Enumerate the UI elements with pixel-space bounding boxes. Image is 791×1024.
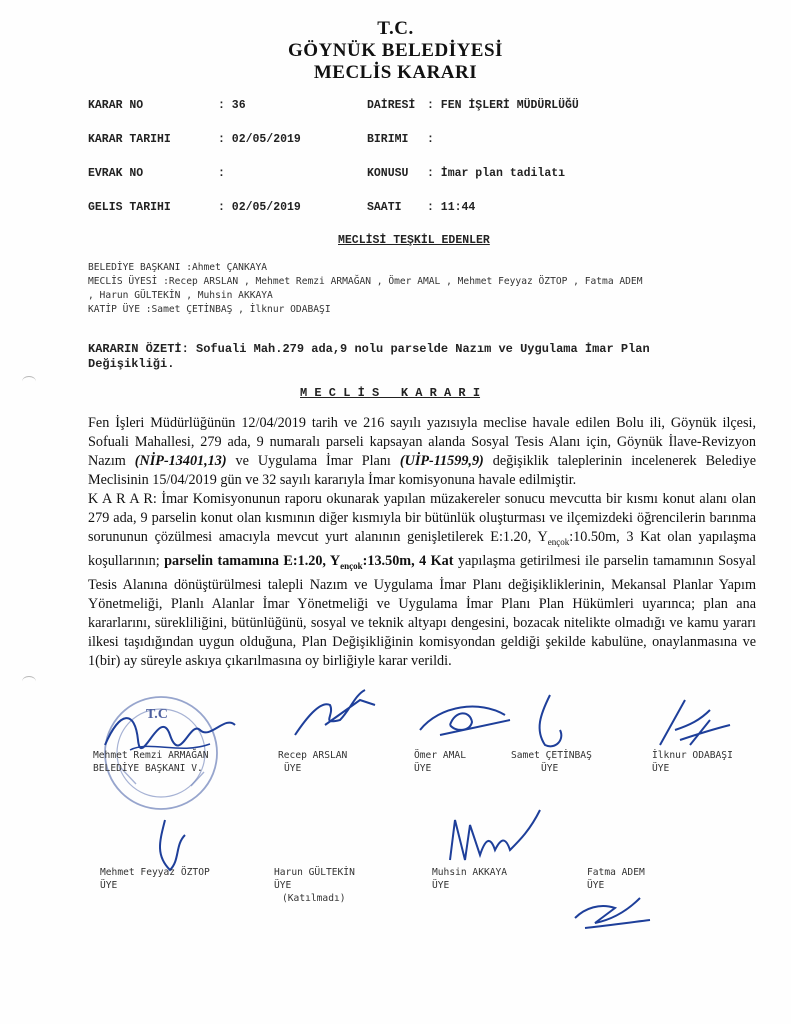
ozet-line2: Değişikliği.	[88, 357, 175, 371]
body-text: değişiklik taleplerinin incelenerek Belediye Meclisinin 15/04/2019 gün ve 32 sayılı kararıyla İmar komisyonuna havale edilmiştir.	[88, 453, 756, 488]
sig-odabasi-name: İlknur ODABAŞI	[652, 750, 733, 761]
saati-label: SAATI	[367, 201, 402, 214]
body-paragraph-2	[88, 490, 756, 671]
signature-amal	[410, 690, 520, 750]
karar-no-label: KARAR NO	[88, 99, 144, 112]
karar-no-value: : 36	[218, 99, 246, 112]
dairesi-label: DAİRESİ	[367, 99, 416, 112]
birimi-label: BIRIMI	[367, 133, 409, 146]
karar-section-title: M E C L İ S K A R A R I	[300, 386, 481, 400]
sig-amal	[414, 749, 466, 775]
punch-mark	[22, 676, 36, 687]
konusu-value: : İmar plan tadilatı	[427, 167, 566, 180]
body-text: :10.50m, 3 Kat olan yapılaşma koşullarının;	[88, 529, 756, 569]
signature-akkaya	[440, 800, 550, 870]
sig-armagan	[93, 749, 209, 775]
sig-akkaya-role: ÜYE	[432, 880, 450, 891]
header-title: MECLİS KARARI	[313, 62, 478, 83]
signature-arslan	[290, 680, 380, 750]
sig-amal-name: Ömer AMAL	[414, 750, 466, 761]
subscript: ençok	[340, 560, 363, 571]
body-bold: parselin tamamına E:1.20, Y	[164, 552, 341, 569]
sig-akkaya-name: Muhsin AKKAYA	[432, 867, 508, 878]
sig-gultekin	[274, 866, 355, 905]
sig-arslan	[278, 749, 347, 775]
ozet-line1	[88, 342, 650, 356]
body-text: K A R A R: İmar Komisyonunun raporu okunarak yapılan müzakereler sonucu mevcutta bir kısmı konut alanı olan 279 ada, 9 parselin konut olan kısmının diğer kısmıyla bir bütünlük oluşturması ve ilçemizdeki öğrencilerin barınma sorununun çözülmesi amacıyla mevcut yurt alanının genişletilerek E:1.20, Y	[88, 491, 756, 545]
sig-odabasi	[652, 749, 733, 775]
sig-cetinbas-role: ÜYE	[541, 763, 559, 774]
sig-odabasi-role: ÜYE	[652, 763, 670, 774]
konusu-label: KONUSU	[367, 167, 409, 180]
teskil-uyeler: MECLİS ÜYESİ :Recep ARSLAN , Mehmet Remzi ARMAĞAN , Ömer AMAL , Mehmet Feyyaz ÖZTOP , Fatma ADEM	[88, 276, 643, 287]
punch-mark	[22, 376, 36, 387]
sig-arslan-name: Recep ARSLAN	[278, 750, 348, 761]
karar-tarihi-label: KARAR TARIHI	[88, 133, 171, 146]
sig-gultekin-note: (Katılmadı)	[282, 893, 346, 904]
nip-code: (NİP-13401,13)	[134, 453, 227, 469]
karar-tarihi-value: : 02/05/2019	[218, 133, 301, 146]
gelis-tarihi-label: GELIS TARIHI	[88, 201, 171, 214]
sig-armagan-role: BELEDİYE BAŞKANI V.	[93, 763, 203, 774]
teskil-uyeler-cont: , Harun GÜLTEKİN , Muhsin AKKAYA	[88, 290, 273, 301]
sig-cetinbas	[511, 749, 592, 775]
sig-gultekin-role: ÜYE	[274, 880, 292, 891]
teskil-title: MECLİSİ TEŞKİL EDENLER	[338, 234, 490, 247]
ozet-text: Sofuali Mah.279 ada,9 nolu parselde Nazım ve Uygulama İmar Plan	[196, 342, 650, 356]
sig-adem-role: ÜYE	[587, 880, 605, 891]
teskil-baskan: BELEDİYE BAŞKANI :Ahmet ÇANKAYA	[88, 262, 268, 273]
stamp-text: T.C	[146, 707, 168, 722]
subscript: ençok	[547, 536, 570, 547]
sig-armagan-name: Mehmet Remzi ARMAĞAN	[93, 750, 209, 761]
body-bold: :13.50m, 4 Kat	[362, 552, 454, 569]
sig-akkaya	[432, 866, 507, 892]
birimi-value: :	[427, 133, 434, 146]
dairesi-value: : FEN İŞLERİ MÜDÜRLÜĞÜ	[427, 99, 579, 112]
sig-gultekin-name: Harun GÜLTEKİN	[274, 867, 355, 878]
sig-oztop-name: Mehmet Feyyaz ÖZTOP	[100, 867, 210, 878]
sig-oztop-role: ÜYE	[100, 880, 118, 891]
body-text: yapılaşma getirilmesi ile parselin tamamının Sosyal Tesis Alanına dönüştürülmesi talepli Nazım ve Uygulama İmar Planı değişikliklerinin, Mekansal Planlar Yapım Yönetmeliği, Planlı Alanlar İmar Yönetmeliği ve Uygulama İmar Planı Plan Hükümleri uyarınca; plan ana kararlarını, sürekliliğini, bütünlüğünü, sosyal ve teknik altyapı dengesini, bozacak nitelikte olmadığı ve kamu yararı ilkesi taşıdığından uygun olduğuna, Plan Değişikliğinin komisyondan geldiği şekilde kabulüne, onaylanmasına ve 1(bir) ay süreyle askıya çıkarılmasına oy birliğiyle karar verildi.	[88, 552, 756, 669]
sig-oztop	[100, 866, 210, 892]
sig-adem	[587, 866, 645, 892]
sig-amal-role: ÜYE	[414, 763, 432, 774]
header-tc: T.C.	[377, 18, 414, 39]
karar-body	[88, 414, 756, 671]
body-text: ve Uygulama İmar Planı	[226, 453, 400, 469]
body-text: Fen İşleri Müdürlüğünün 12/04/2019 tarih ve 216 sayılı yazısıyla meclise havale edilen Bolu ili, Göynük ilçesi, Sofuali Mahallesi, 279 ada, 9 numaralı parseli kapsayan alanda Sosyal Tesis Alanı için, Göynük İlave-Revizyon Nazım	[88, 415, 756, 469]
evrak-no-value: :	[218, 167, 225, 180]
sig-arslan-role: ÜYE	[284, 763, 302, 774]
header-municipality: GÖYNÜK BELEDİYESİ	[288, 40, 503, 61]
uip-code: (UİP-11599,9)	[399, 453, 484, 469]
ozet-label: KARARIN ÖZETİ:	[88, 342, 189, 356]
sig-cetinbas-name: Samet ÇETİNBAŞ	[511, 750, 592, 761]
teskil-katip: KATİP ÜYE :Samet ÇETİNBAŞ , İlknur ODABAŞI	[88, 304, 331, 315]
evrak-no-label: EVRAK NO	[88, 167, 144, 180]
body-paragraph-1	[88, 414, 756, 490]
gelis-tarihi-value: : 02/05/2019	[218, 201, 301, 214]
sig-adem-name: Fatma ADEM	[587, 867, 645, 878]
saati-value: : 11:44	[427, 201, 476, 214]
